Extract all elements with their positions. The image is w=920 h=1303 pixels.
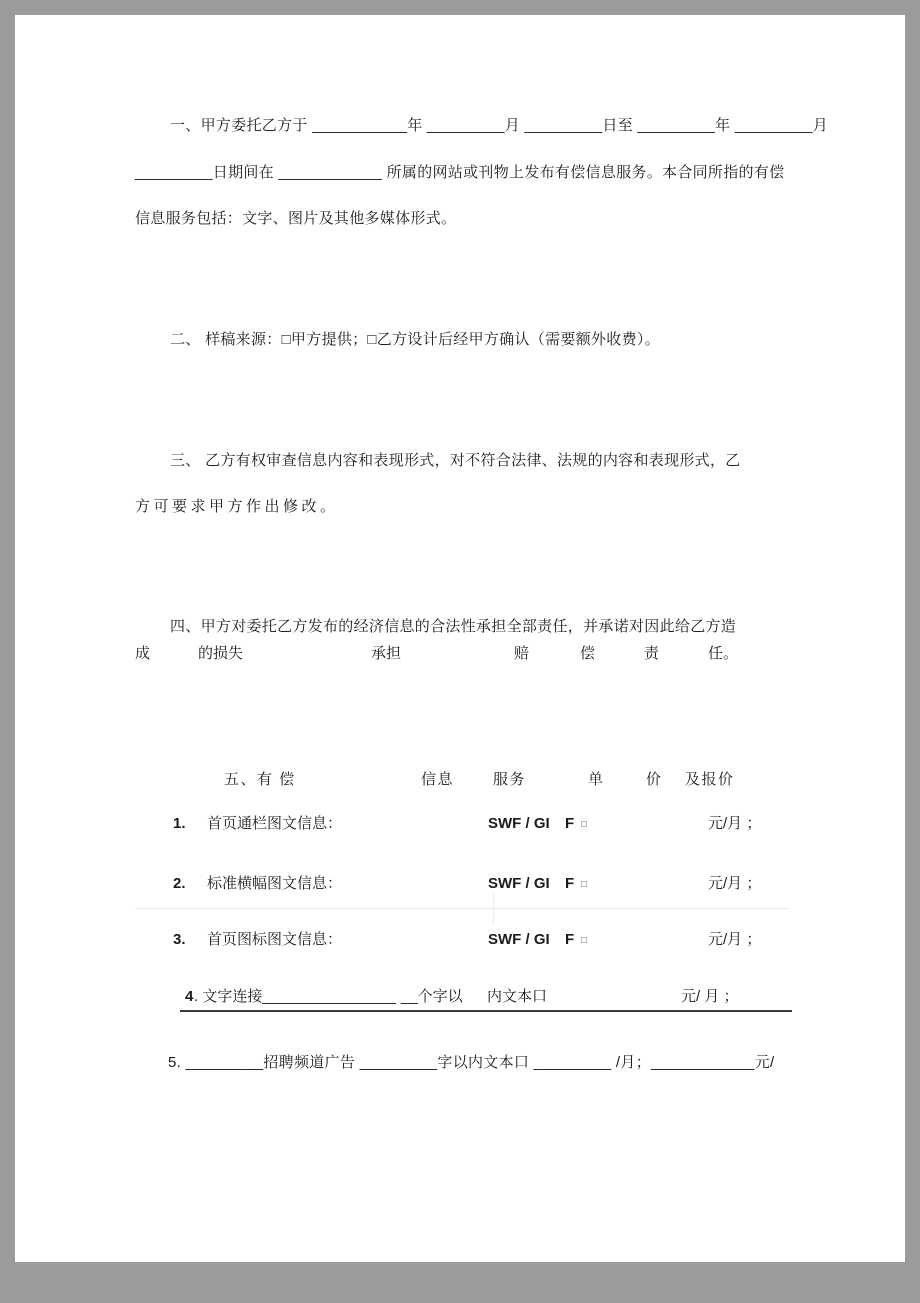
row2-number: 2.	[173, 875, 186, 892]
row1-checkbox-icon: □	[581, 819, 588, 830]
contract-page	[15, 15, 905, 1262]
row4-char-count-blank: __个字以	[401, 988, 463, 1005]
clause1-line1: 一、甲方委托乙方于 ___________年 _________月 _________日至 _________年 _________月	[170, 117, 829, 134]
row4-underline-rule	[180, 1010, 792, 1012]
clause4-seg-pei: 赔	[514, 645, 530, 662]
clause4-seg-chang: 偿	[580, 645, 596, 662]
row3-price-unit: 元/月 ；	[708, 931, 762, 948]
row3-checkbox-icon: □	[581, 935, 588, 946]
row3-label: 首页图标图文信息：	[207, 931, 343, 948]
clause4-seg-chengdan: 承担	[371, 645, 402, 662]
clause5-header-seg-youchang: 五、有 偿	[224, 771, 296, 788]
clause1-line3: 信息服务包括：文字、图片及其他多媒体形式。	[135, 210, 457, 227]
row4-inner-text: 内文本口	[487, 988, 548, 1005]
price-row-5: 5. _________招聘频道广告 _________字以内文本口 _________ /月；____________元/	[168, 1054, 775, 1071]
row1-format: SWF / GI	[488, 815, 550, 832]
row3-format: SWF / GI	[488, 931, 550, 948]
price-row-1	[135, 816, 815, 836]
row1-number: 1.	[173, 815, 186, 832]
clause2-line: 二、 样稿来源：□甲方提供；□乙方设计后经甲方确认（需要额外收费）。	[170, 331, 660, 348]
price-row-2	[135, 876, 815, 896]
clause4-seg-ze: 责	[644, 645, 660, 662]
faint-grid-vline	[493, 893, 494, 925]
row2-format-f: F	[565, 875, 575, 892]
clause3-line1: 三、 乙方有权审查信息内容和表现形式，对不符合法律、法规的内容和表现形式，乙	[170, 452, 741, 469]
row1-price-unit: 元/月 ；	[708, 815, 762, 832]
row4-text-link-blank: . 文字连接________________	[194, 988, 396, 1005]
row2-checkbox-icon: □	[581, 879, 588, 890]
faint-grid-hline	[135, 908, 790, 909]
price-row-4	[135, 989, 815, 1009]
clause4-line2	[135, 646, 755, 664]
clause3-line2: 方可要求甲方作出修改。	[135, 498, 339, 515]
clause5-header	[135, 772, 795, 790]
row4-price-unit: 元/ 月 ；	[681, 988, 739, 1005]
clause4-line1: 四、甲方对委托乙方发布的经济信息的合法性承担全部责任，并承诺对因此给乙方造	[170, 618, 737, 635]
row1-format-f: F	[565, 815, 575, 832]
row4-number: 4	[185, 988, 194, 1005]
row2-format: SWF / GI	[488, 875, 550, 892]
row1-label: 首页通栏图文信息：	[207, 815, 343, 832]
row3-number: 3.	[173, 931, 186, 948]
row3-format-f: F	[565, 931, 575, 948]
clause5-header-seg-dan: 单	[588, 771, 605, 788]
clause5-header-seg-jia: 价	[646, 771, 663, 788]
clause5-header-seg-xinxi: 信息	[421, 771, 455, 788]
row2-label: 标准横幅图文信息：	[207, 875, 343, 892]
clause4-seg-desunshi: 的损失	[198, 645, 244, 662]
clause5-header-seg-fuwu: 服务	[493, 771, 527, 788]
clause5-header-seg-jibaojia: 及报价	[685, 771, 735, 788]
clause4-seg-ren: 任。	[708, 645, 739, 662]
clause1-line2: _________日期间在 ____________ 所属的网站或刊物上发布有偿信息服务。本合同所指的有偿	[135, 164, 785, 181]
clause4-seg-cheng: 成	[135, 645, 151, 662]
row2-price-unit: 元/月 ；	[708, 875, 762, 892]
price-row-3	[135, 932, 815, 952]
